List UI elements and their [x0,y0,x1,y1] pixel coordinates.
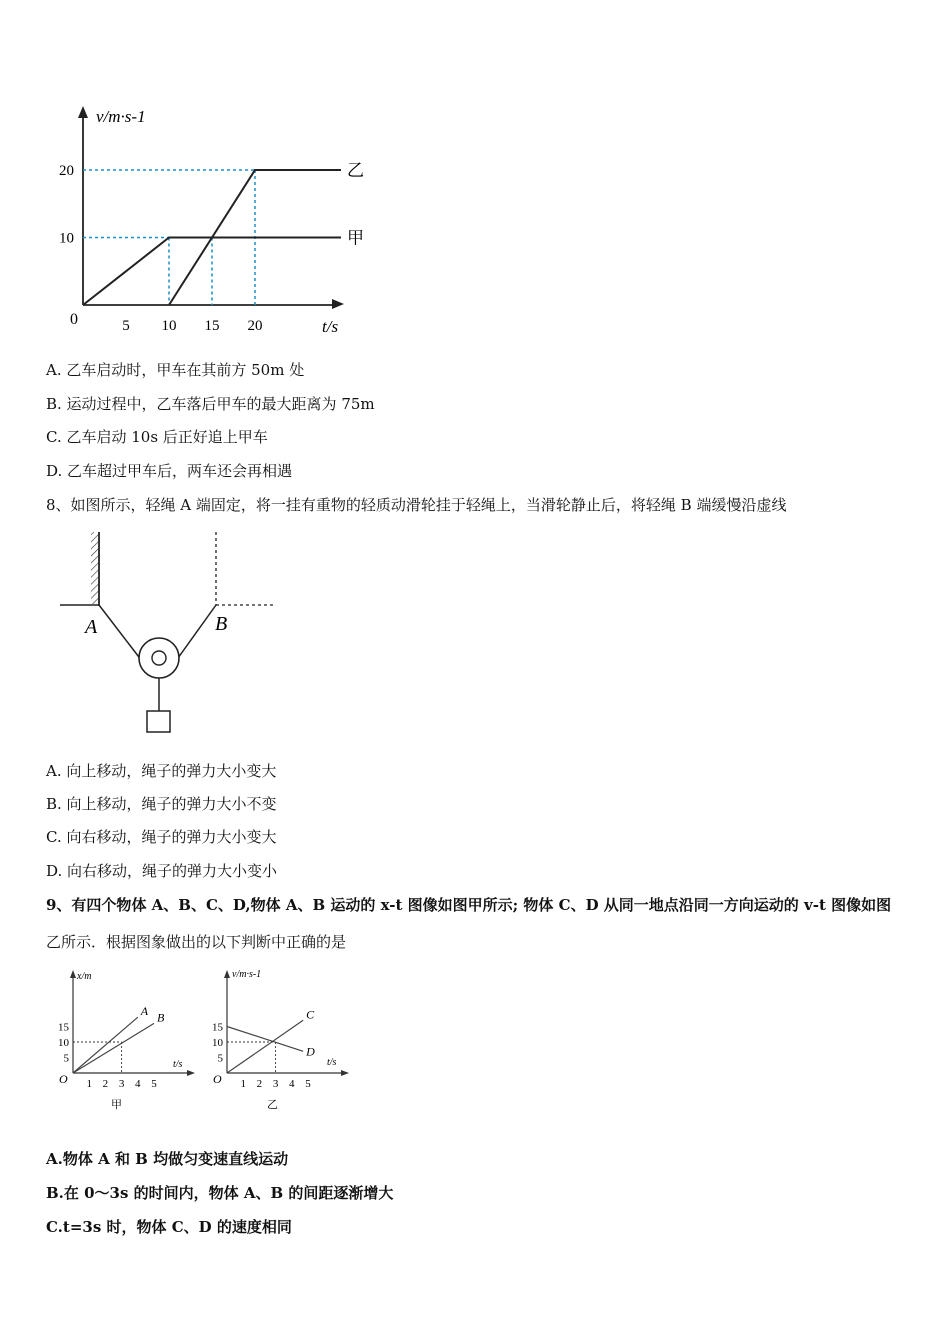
label-b: B [215,613,228,635]
wall-hatch [91,532,99,604]
y-tick-label: 5 [217,1052,223,1065]
x-tick-label: 1 [86,1078,92,1090]
rope-left [99,605,145,665]
y-axis-arrow [78,106,88,118]
x-tick-label: 5 [122,318,130,334]
y-tick-label: 15 [58,1021,69,1034]
x-tick-label: 15 [204,318,220,334]
x-axis-label: t/s [327,1057,337,1068]
y-axis-arrow [70,970,76,978]
series-line-d [227,1027,303,1052]
y-tick-label: 15 [212,1021,223,1034]
q8-option-b: B. 向上移动，绳子的弹力大小不变 [46,795,277,813]
xt-chart-jia [45,965,205,1115]
y-tick-label: 5 [63,1052,69,1065]
series-label: A [140,1004,149,1019]
q9-option-c: C.t=3s 时，物体 C、D 的速度相同 [46,1218,292,1236]
label-a: A [85,616,98,638]
vt-chart-yi [205,965,365,1115]
x-axis-arrow [187,1070,195,1076]
q9-stem-line1: 9、有四个物体 A、B、C、D,物体 A、B 运动的 x-t 图像如图甲所示; 物体 C、D 从同一地点沿同一方向运动的 v-t 图像如图 [46,896,892,914]
q7-option-a: A. 乙车启动时，甲车在其前方 50m 处 [46,361,305,379]
q7-option-c: C. 乙车启动 10s 后正好追上甲车 [46,428,268,446]
x-axis-arrow [332,299,344,309]
x-axis-arrow [341,1070,349,1076]
x-tick-label: 2 [256,1078,263,1090]
y-tick-label: 10 [58,1037,69,1049]
x-tick-label: 3 [118,1078,125,1090]
pulley-inner [152,651,166,665]
y-axis-arrow [224,970,230,978]
x-tick-label: 20 [247,318,263,334]
y-axis-label: x/m [77,971,92,982]
y-tick-label: 20 [59,163,74,179]
y-tick-label: 10 [212,1037,223,1049]
series-label: C [306,1007,315,1022]
origin-label: O [213,1072,222,1086]
series-line-jia [83,238,341,306]
q8-stem: 8、如图所示，轻绳 A 端固定，将一挂有重物的轻质动滑轮挂于轻绳上，当滑轮静止后，将轻绳 B 端缓慢沿虚线 [46,496,787,514]
series-line-b [73,1023,154,1073]
series-label: B [157,1010,165,1025]
x-tick-label: 4 [135,1078,141,1090]
origin-label: O [59,1072,68,1086]
y-axis-label: v/m·s-1 [232,969,262,980]
chart-caption: 甲 [111,1099,122,1111]
series-label: 乙 [347,161,364,180]
pulley-diagram [55,528,285,743]
vt-chart [40,100,364,340]
x-axis-label: t/s [322,317,339,336]
x-tick-label: 5 [151,1078,157,1090]
chart-caption: 乙 [267,1099,278,1111]
series-label: D [306,1044,315,1059]
q9-option-b: B.在 0～3s 的时间内，物体 A、B 的间距逐渐增大 [46,1184,394,1202]
series-label: 甲 [347,228,364,248]
q8-option-d: D. 向右移动，绳子的弹力大小变小 [46,862,278,880]
q8-option-a: A. 向上移动，绳子的弹力大小变大 [46,762,277,780]
x-tick-label: 2 [102,1078,109,1090]
origin-label: 0 [70,311,78,328]
q8-option-c: C. 向右移动，绳子的弹力大小变大 [46,828,277,846]
x-tick-label: 4 [289,1078,295,1090]
x-tick-label: 10 [161,318,177,334]
series-line-a [73,1017,138,1073]
series-line-c [227,1020,303,1073]
q7-option-b: B. 运动过程中，乙车落后甲车的最大距离为 75m [46,395,375,413]
q9-stem-line2: 乙所示．根据图象做出的以下判断中正确的是 [46,933,347,951]
x-axis-label: t/s [173,1059,183,1070]
q9-option-a: A.物体 A 和 B 均做匀变速直线运动 [46,1150,289,1168]
x-tick-label: 3 [272,1078,279,1090]
x-tick-label: 1 [240,1078,246,1090]
y-tick-label: 10 [59,230,74,247]
weight-box [147,711,170,732]
x-tick-label: 5 [305,1078,311,1090]
q7-option-d: D. 乙车超过甲车后，两车还会再相遇 [46,462,293,480]
y-axis-label: v/m·s-1 [96,107,146,126]
